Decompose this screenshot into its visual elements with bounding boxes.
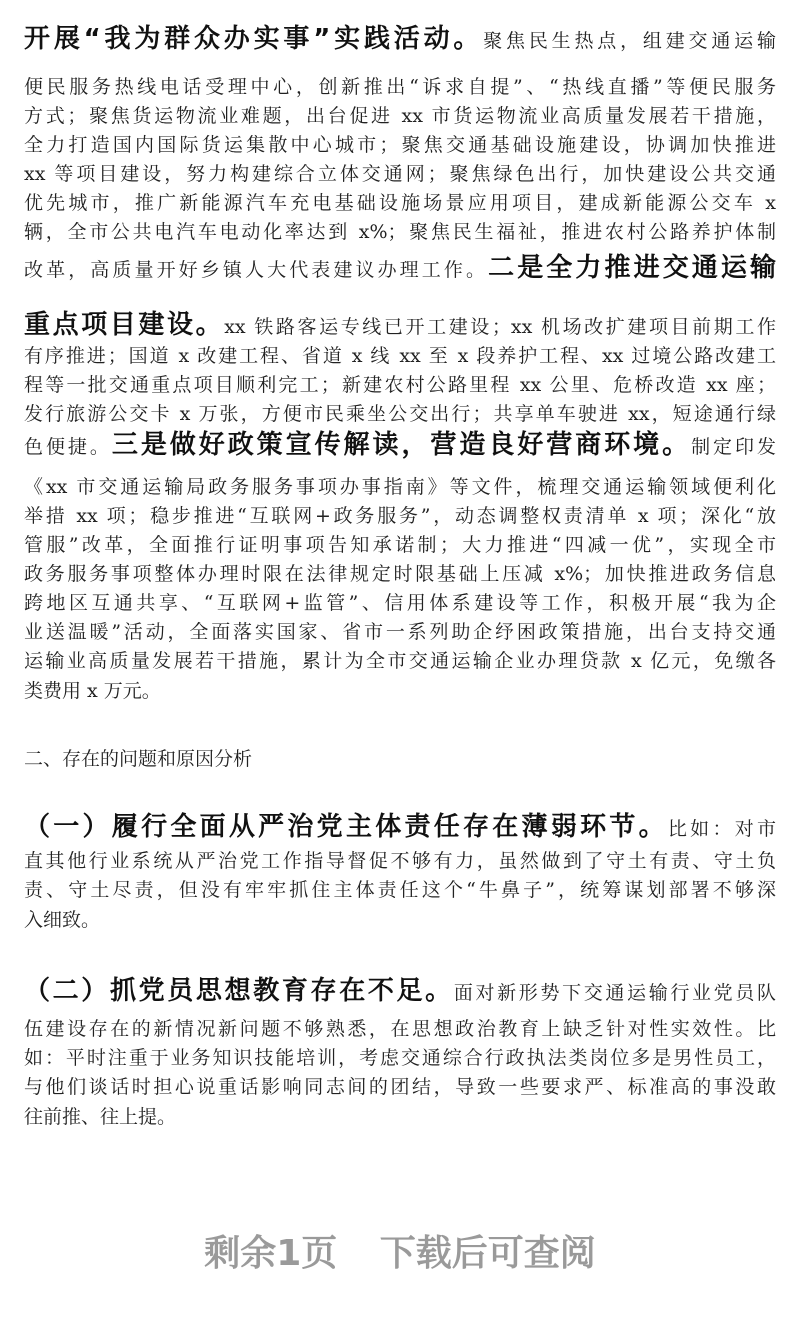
text-line <box>24 26 776 54</box>
body-text: 直其他行业系统从严治党工作指导督促不够有力，虽然做到了守土有责、守土负 <box>24 850 776 872</box>
text-line <box>24 561 776 587</box>
body-text: 色便捷。 <box>24 436 112 458</box>
text-line <box>24 474 776 500</box>
text-line <box>24 343 776 369</box>
text-line <box>24 978 776 1006</box>
remaining-pages-download-prompt[interactable]: 剩余1页 下载后可查阅 <box>204 1233 596 1274</box>
text-line <box>24 255 776 283</box>
body-text: 跨地区互通共享、“互联网+监管”、信用体系建设等工作，积极开展“我为企 <box>24 592 776 614</box>
body-text: 优先城市，推广新能源汽车充电基础设施场景应用项目，建成新能源公交车 x <box>24 192 776 214</box>
text-line <box>24 432 776 460</box>
body-text: 《xx 市交通运输局政务服务事项办事指南》等文件，梳理交通运输领域便利化 <box>24 476 776 498</box>
body-text: 伍建设存在的新情况新问题不够熟悉，在思想政治教育上缺乏针对性实效性。比 <box>24 1018 776 1040</box>
text-line <box>24 590 776 616</box>
text-line <box>24 619 776 645</box>
body-text: 责、守土尽责，但没有牢牢抓住主体责任这个“牛鼻子”，统筹谋划部署不够深 <box>24 879 776 901</box>
text-line <box>24 103 776 129</box>
text-line <box>24 1074 776 1100</box>
body-text: 比如：对市 <box>667 818 776 840</box>
text-line <box>24 1045 776 1071</box>
body-text: 如：平时注重于业务知识技能培训，考虑交通综合行政执法类岗位多是男性员工， <box>24 1047 776 1069</box>
body-text: 二、存在的问题和原因分析 <box>24 748 253 770</box>
bold-heading-text: （二）抓党员思想教育存在不足。 <box>24 976 454 1006</box>
bold-heading-text: 二是全力推进交通运输 <box>488 253 776 283</box>
text-line <box>24 1016 776 1042</box>
body-text: 与他们谈话时担心说重话影响同志间的团结，导致一些要求严、标准高的事没敢 <box>24 1076 776 1098</box>
body-text: 制定印发 <box>691 436 776 458</box>
text-line <box>24 161 776 187</box>
text-line <box>24 219 776 245</box>
body-text: 改革，高质量开好乡镇人大代表建议办理工作。 <box>24 259 489 281</box>
body-text: 方式；聚焦货运物流业难题，出台促进 xx 市货运物流业高质量发展若干措施， <box>24 105 776 127</box>
body-text: 业送温暖”活动，全面落实国家、省市一系列助企纾困政策措施，出台支持交通 <box>24 621 776 643</box>
text-line <box>24 746 776 772</box>
body-text: 举措 xx 项；稳步推进“互联网+政务服务”，动态调整权责清单 x 项；深化“放 <box>24 505 776 527</box>
body-text: 全力打造国内国际货运集散中心城市；聚焦交通基础设施建设，协调加快推进 <box>24 134 776 156</box>
text-line <box>24 648 776 674</box>
body-text: 面对新形势下交通运输行业党员队 <box>453 982 776 1004</box>
bold-heading-text: 重点项目建设。 <box>24 310 225 340</box>
text-line <box>24 848 776 874</box>
body-text: 辆，全市公共电汽车电动化率达到 x%；聚焦民生福祉，推进农村公路养护体制 <box>24 221 776 243</box>
text-line <box>24 678 776 704</box>
body-text: 政务服务事项整体办理时限在法律规定时限基础上压减 x%；加快推进政务信息 <box>24 563 776 585</box>
text-line <box>24 74 776 100</box>
body-text: 运输业高质量发展若干措施，累计为全市交通运输企业办理贷款 x 亿元，免缴各 <box>24 650 776 672</box>
text-line <box>24 907 776 933</box>
body-text: 类费用 x 万元。 <box>24 680 161 702</box>
body-text: 入细致。 <box>24 909 101 931</box>
text-line <box>24 132 776 158</box>
body-text: 聚焦民生热点，组建交通运输 <box>483 30 776 52</box>
bold-heading-text: （一）履行全面从严治党主体责任存在薄弱环节。 <box>24 812 668 842</box>
body-text: 便民服务热线电话受理中心，创新推出“诉求自提”、“热线直播”等便民服务 <box>24 76 776 98</box>
body-text: 管服”改革，全面推行证明事项告知承诺制；大力推进“四减一优”，实现全市 <box>24 534 776 556</box>
body-text: 有序推进；国道 x 改建工程、省道 x 线 xx 至 x 段养护工程、xx 过境公路改建工 <box>24 345 776 367</box>
text-line <box>24 1104 776 1130</box>
text-line <box>24 372 776 398</box>
body-text: 程等一批交通重点项目顺利完工；新建农村公路里程 xx 公里、危桥改造 xx 座； <box>24 374 776 396</box>
text-line <box>24 401 776 427</box>
bold-heading-text: 开展“我为群众办实事”实践活动。 <box>24 24 484 54</box>
body-text: xx 等项目建设，努力构建综合立体交通网；聚焦绿色出行，加快建设公共交通 <box>24 163 776 185</box>
body-text: xx 铁路客运专线已开工建设；xx 机场改扩建项目前期工作 <box>224 316 776 338</box>
text-line <box>24 312 776 340</box>
text-line <box>24 503 776 529</box>
bold-heading-text: 三是做好政策宣传解读，营造良好营商环境。 <box>111 430 692 460</box>
body-text: 往前推、往上提。 <box>24 1106 177 1128</box>
text-line <box>24 190 776 216</box>
text-line <box>24 532 776 558</box>
text-line <box>24 877 776 903</box>
body-text: 发行旅游公交卡 x 万张，方便市民乘坐公交出行；共享单车驶进 xx，短途通行绿 <box>24 403 776 425</box>
text-line <box>24 814 776 842</box>
